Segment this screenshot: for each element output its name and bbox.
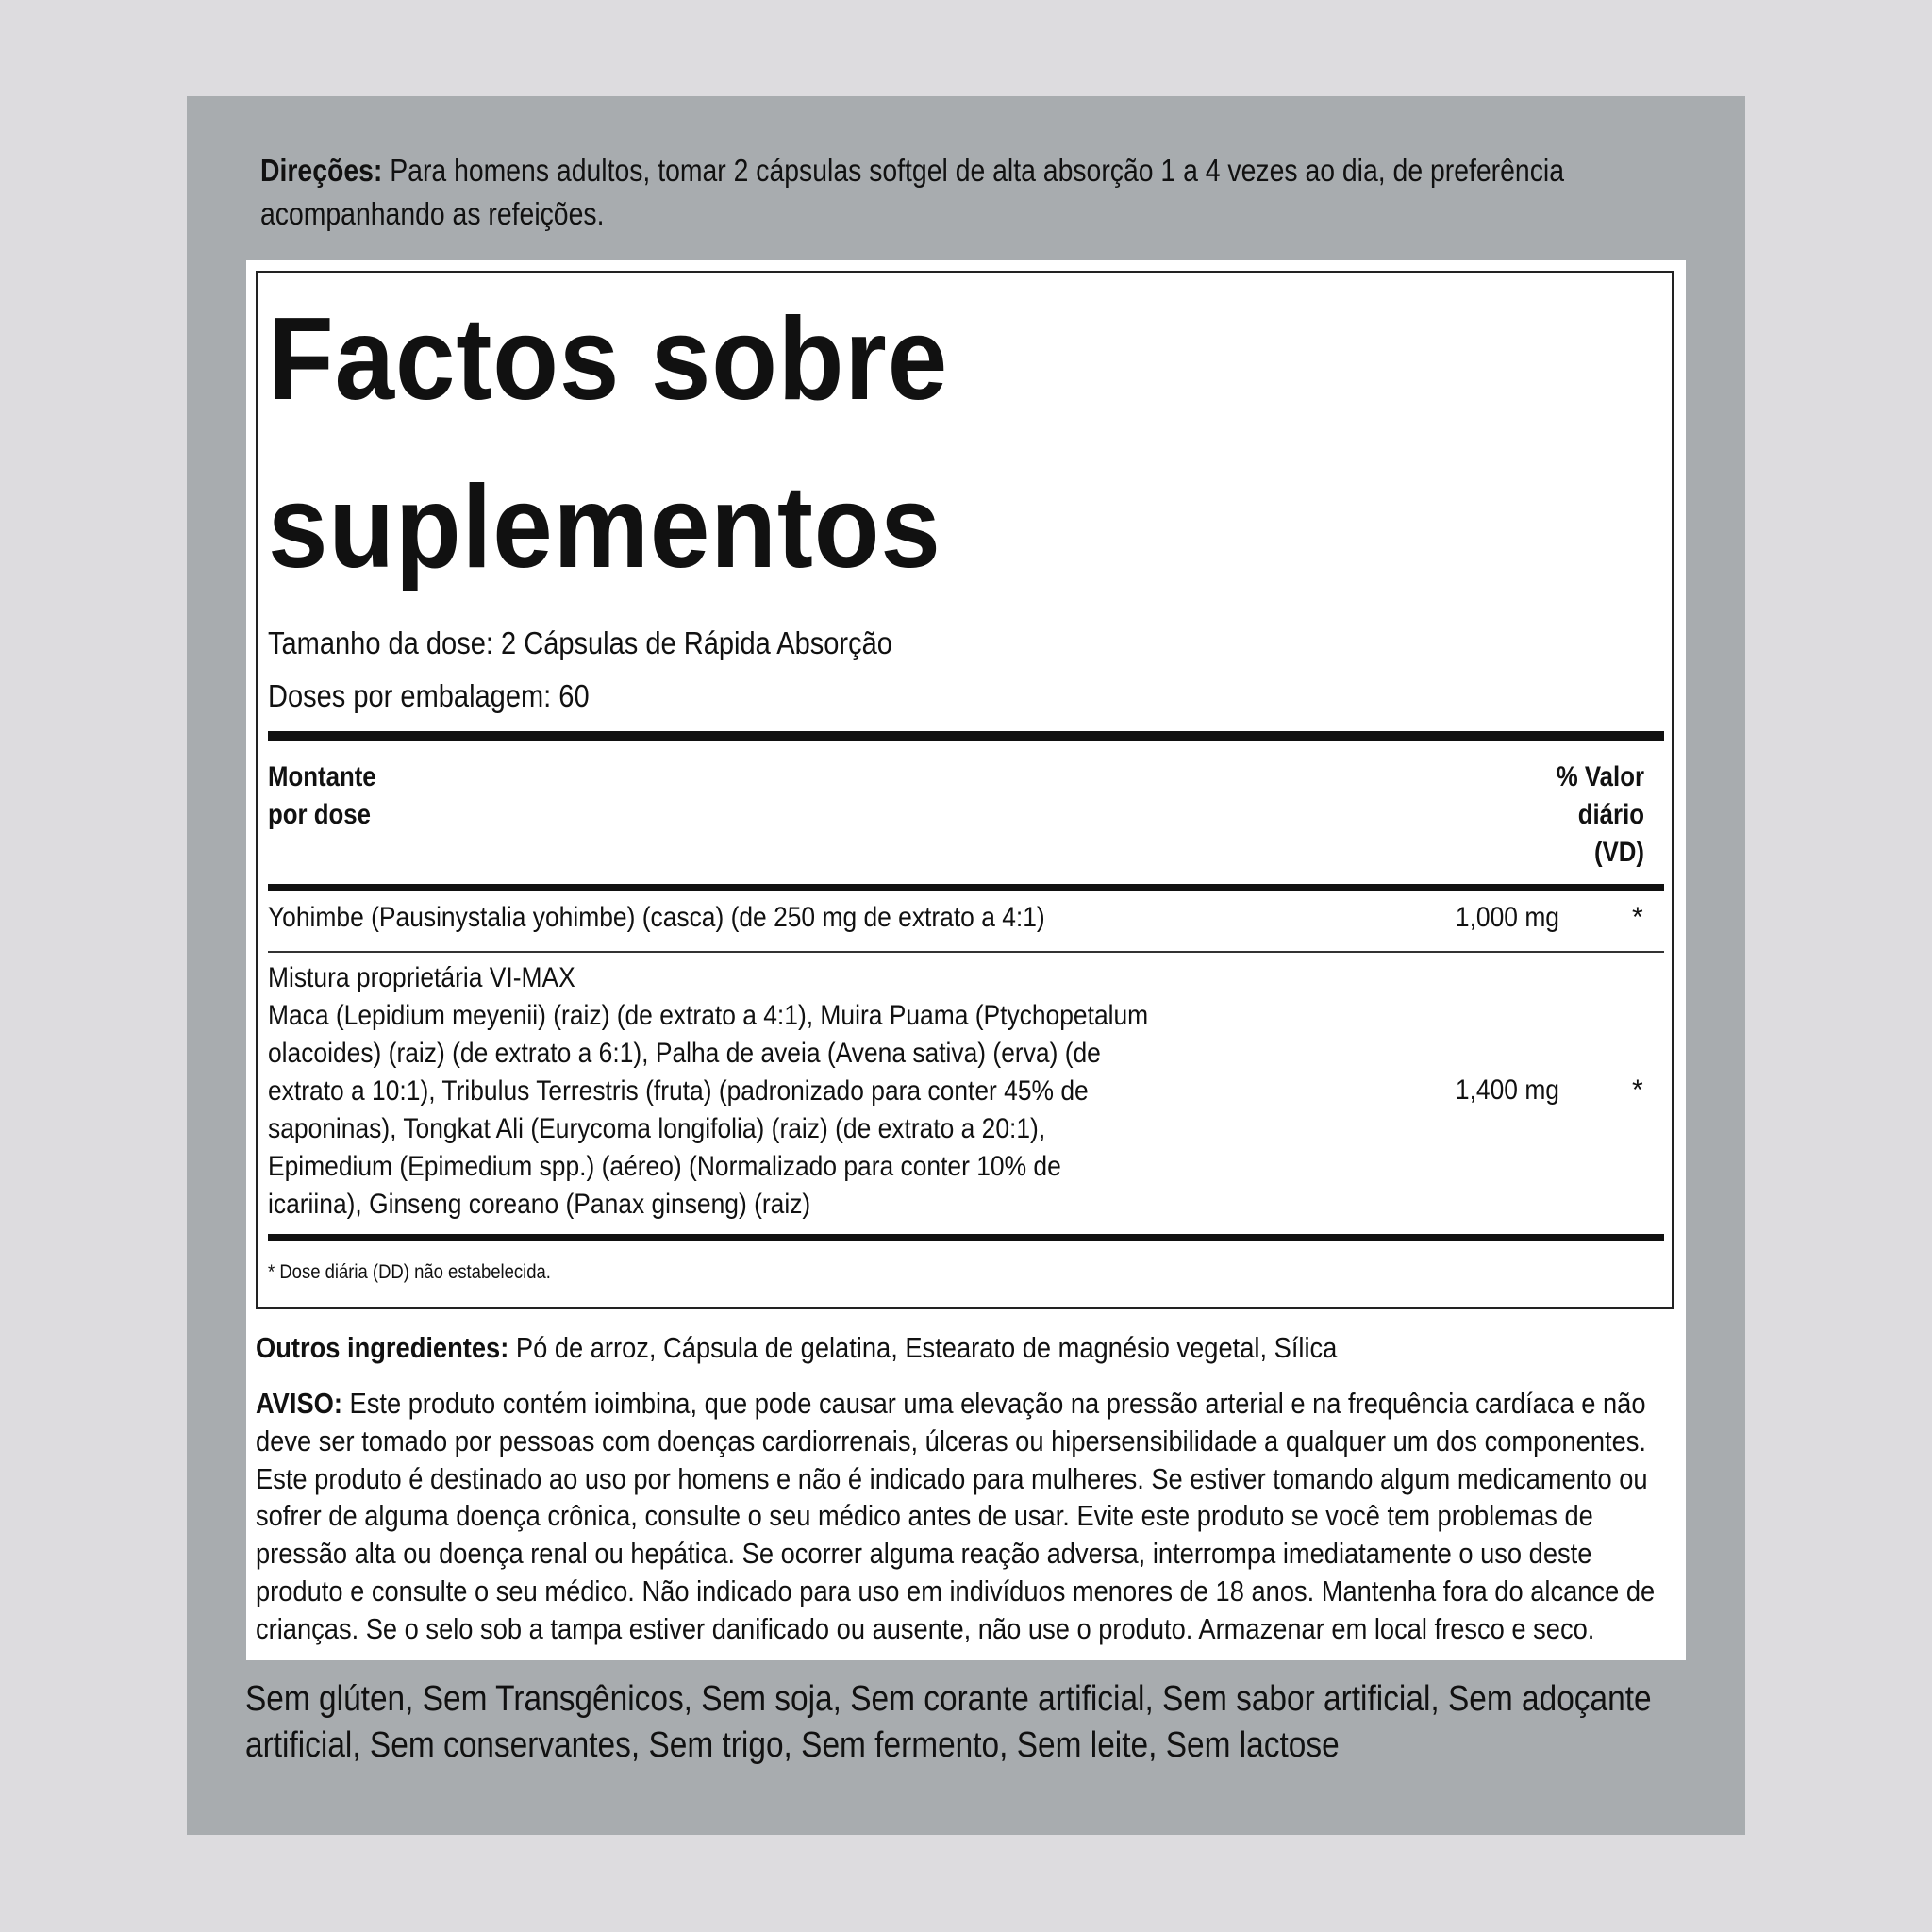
divider-row — [268, 951, 1664, 953]
directions-body: Para homens adultos, tomar 2 cápsulas softgel de alta absorção 1 a 4 vezes ao dia, de preferência acompanhando as refeições. — [260, 153, 1564, 231]
facts-title — [268, 275, 948, 611]
amount-per-serving-header — [268, 758, 430, 834]
header-left-line1: Montante — [268, 761, 376, 792]
blend-name: Mistura proprietária VI-MAX — [268, 962, 575, 993]
facts-title-line1: Factos sobre — [268, 294, 949, 425]
header-right-line1: % Valor — [1556, 761, 1644, 792]
serving-size: Tamanho da dose: 2 Cápsulas de Rápida Absorção — [268, 625, 892, 660]
daily-value-header — [1498, 758, 1644, 872]
directions-text — [260, 149, 1607, 236]
blend-line: Epimedium (Epimedium spp.) (aéreo) (Normalizado para conter 10% de — [268, 1151, 1061, 1182]
blend-line: extrato a 10:1), Tribulus Terrestris (fruta) (padronizado para conter 45% de — [268, 1075, 1089, 1107]
warning-body: Este produto contém ioimbina, que pode causar uma elevação na pressão arterial e na frequência cardíaca e não deve ser tomado por pessoas com doenças cardiorrenais, úlceras ou hipersensibilidade a qualquer um dos componentes. Este produto é destinado ao uso por homens e não é indicado para mulheres. Se estiver tomando algum medicamento ou sofrer de alguma doença crônica, consulte o seu médico antes de usar. Evite este produto se você tem problemas de pressão alta ou doença renal ou hepática. Se ocorrer alguma reação adversa, interrompa imediatamente o uso deste produto e consulte o seu médico. Não indicado para uso em indivíduos menores de 18 anos. Mantenha fora do alcance de crianças. Se o selo sob a tampa estiver danificado ou ausente, não use o produto. Armazenar em local fresco e seco. — [256, 1387, 1656, 1645]
footnote: * Dose diária (DD) não estabelecida. — [268, 1261, 551, 1283]
amount-blend: 1,400 mg — [1455, 1074, 1559, 1106]
header-right-line3: (VD) — [1593, 837, 1644, 868]
blend-line: icariina), Ginseng coreano (Panax ginseng) (raiz) — [268, 1189, 811, 1220]
divider-header — [268, 884, 1664, 891]
warning-text — [256, 1385, 1667, 1648]
divider-bottom — [268, 1234, 1664, 1241]
blend-line: olacoides) (raiz) (de extrato a 6:1), Palha de aveia (Avena sativa) (erva) (de — [268, 1038, 1101, 1069]
directions-label: Direções: — [260, 153, 383, 188]
ingredient-row-blend — [268, 959, 1148, 1224]
warning-label: AVISO: — [256, 1387, 342, 1420]
other-ingredients-label: Outros ingredientes: — [256, 1331, 509, 1364]
other-ingredients — [256, 1328, 1337, 1368]
dv-blend: * — [1632, 1074, 1643, 1106]
servings-per-container: Doses por embalagem: 60 — [268, 678, 590, 713]
divider-thick — [268, 731, 1664, 741]
header-right-line2: diário — [1577, 799, 1644, 830]
dv-yohimbe: * — [1632, 902, 1643, 933]
blend-line: saponinas), Tongkat Ali (Eurycoma longifolia) (raiz) (de extrato a 20:1), — [268, 1113, 1046, 1144]
blend-line: Maca (Lepidium meyenii) (raiz) (de extrato a 4:1), Muira Puama (Ptychopetalum — [268, 1000, 1149, 1031]
ingredient-row-yohimbe: Yohimbe (Pausinystalia yohimbe) (casca) (de 250 mg de extrato a 4:1) — [268, 902, 1045, 933]
amount-yohimbe: 1,000 mg — [1455, 902, 1559, 933]
header-left-line2: por dose — [268, 799, 371, 830]
other-ingredients-text: Pó de arroz, Cápsula de gelatina, Estearato de magnésio vegetal, Sílica — [508, 1331, 1338, 1364]
facts-title-line2: suplementos — [268, 462, 941, 592]
free-from-claims: Sem glúten, Sem Transgênicos, Sem soja, Sem corante artificial, Sem sabor artificial, Sem adoçante artificial, Sem conservantes, Sem trigo, Sem fermento, Sem leite, Sem lactose — [245, 1679, 1652, 1765]
